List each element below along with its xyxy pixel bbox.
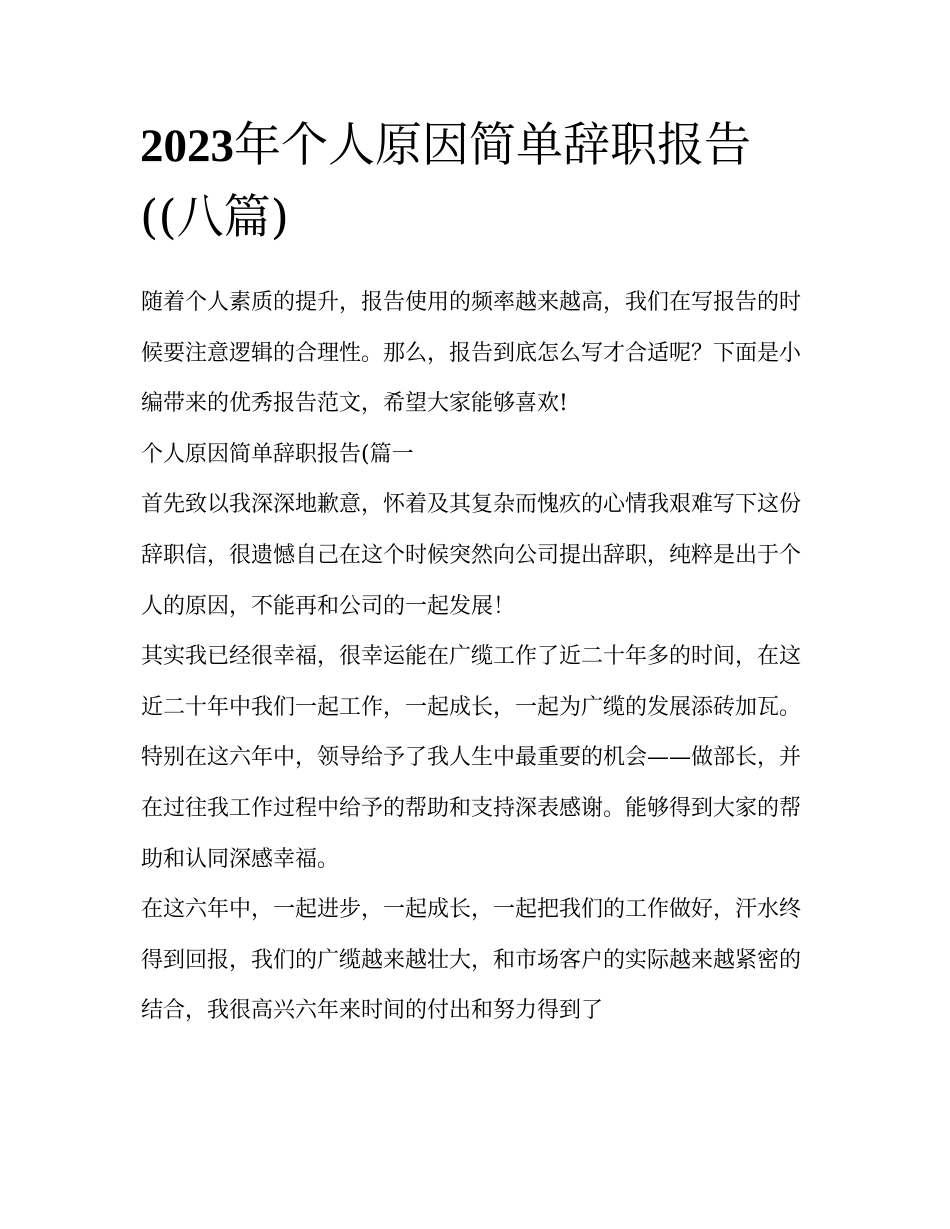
title-year: 2023	[140, 120, 234, 172]
body-paragraph: 其实我已经很幸福，很幸运能在广缆工作了近二十年多的时间，在这近二十年中我们一起工作，一起成长，一起为广缆的发展添砖加瓦。	[141, 644, 802, 720]
document-body	[141, 278, 813, 1037]
section-heading: 个人原因简单辞职报告(篇一	[141, 441, 414, 467]
title-text: 年个人原因简单辞职报告((八篇)	[140, 118, 751, 245]
body-paragraph: 首先致以我深深地歉意，怀着及其复杂而愧疚的心情我艰难写下这份辞职信，很遗憾自己在这个时候突然向公司提出辞职，纯粹是出于个人的原因，不能再和公司的一起发展！	[141, 492, 802, 619]
document-title	[140, 110, 820, 254]
body-paragraph: 特别在这六年中，领导给予了我人生中最重要的机会——做部长，并在过往我工作过程中给予的帮助和支持深表感谢。能够得到大家的帮助和认同深感幸福。	[141, 745, 802, 872]
intro-paragraph: 随着个人素质的提升，报告使用的频率越来越高，我们在写报告的时候要注意逻辑的合理性。那么，报告到底怎么写才合适呢？下面是小编带来的优秀报告范文，希望大家能够喜欢!	[141, 290, 802, 417]
body-paragraph: 在这六年中，一起进步，一起成长，一起把我们的工作做好，汗水终得到回报，我们的广缆越来越壮大，和市场客户的实际越来越紧密的结合，我很高兴六年来时间的付出和努力得到了	[141, 897, 802, 1024]
